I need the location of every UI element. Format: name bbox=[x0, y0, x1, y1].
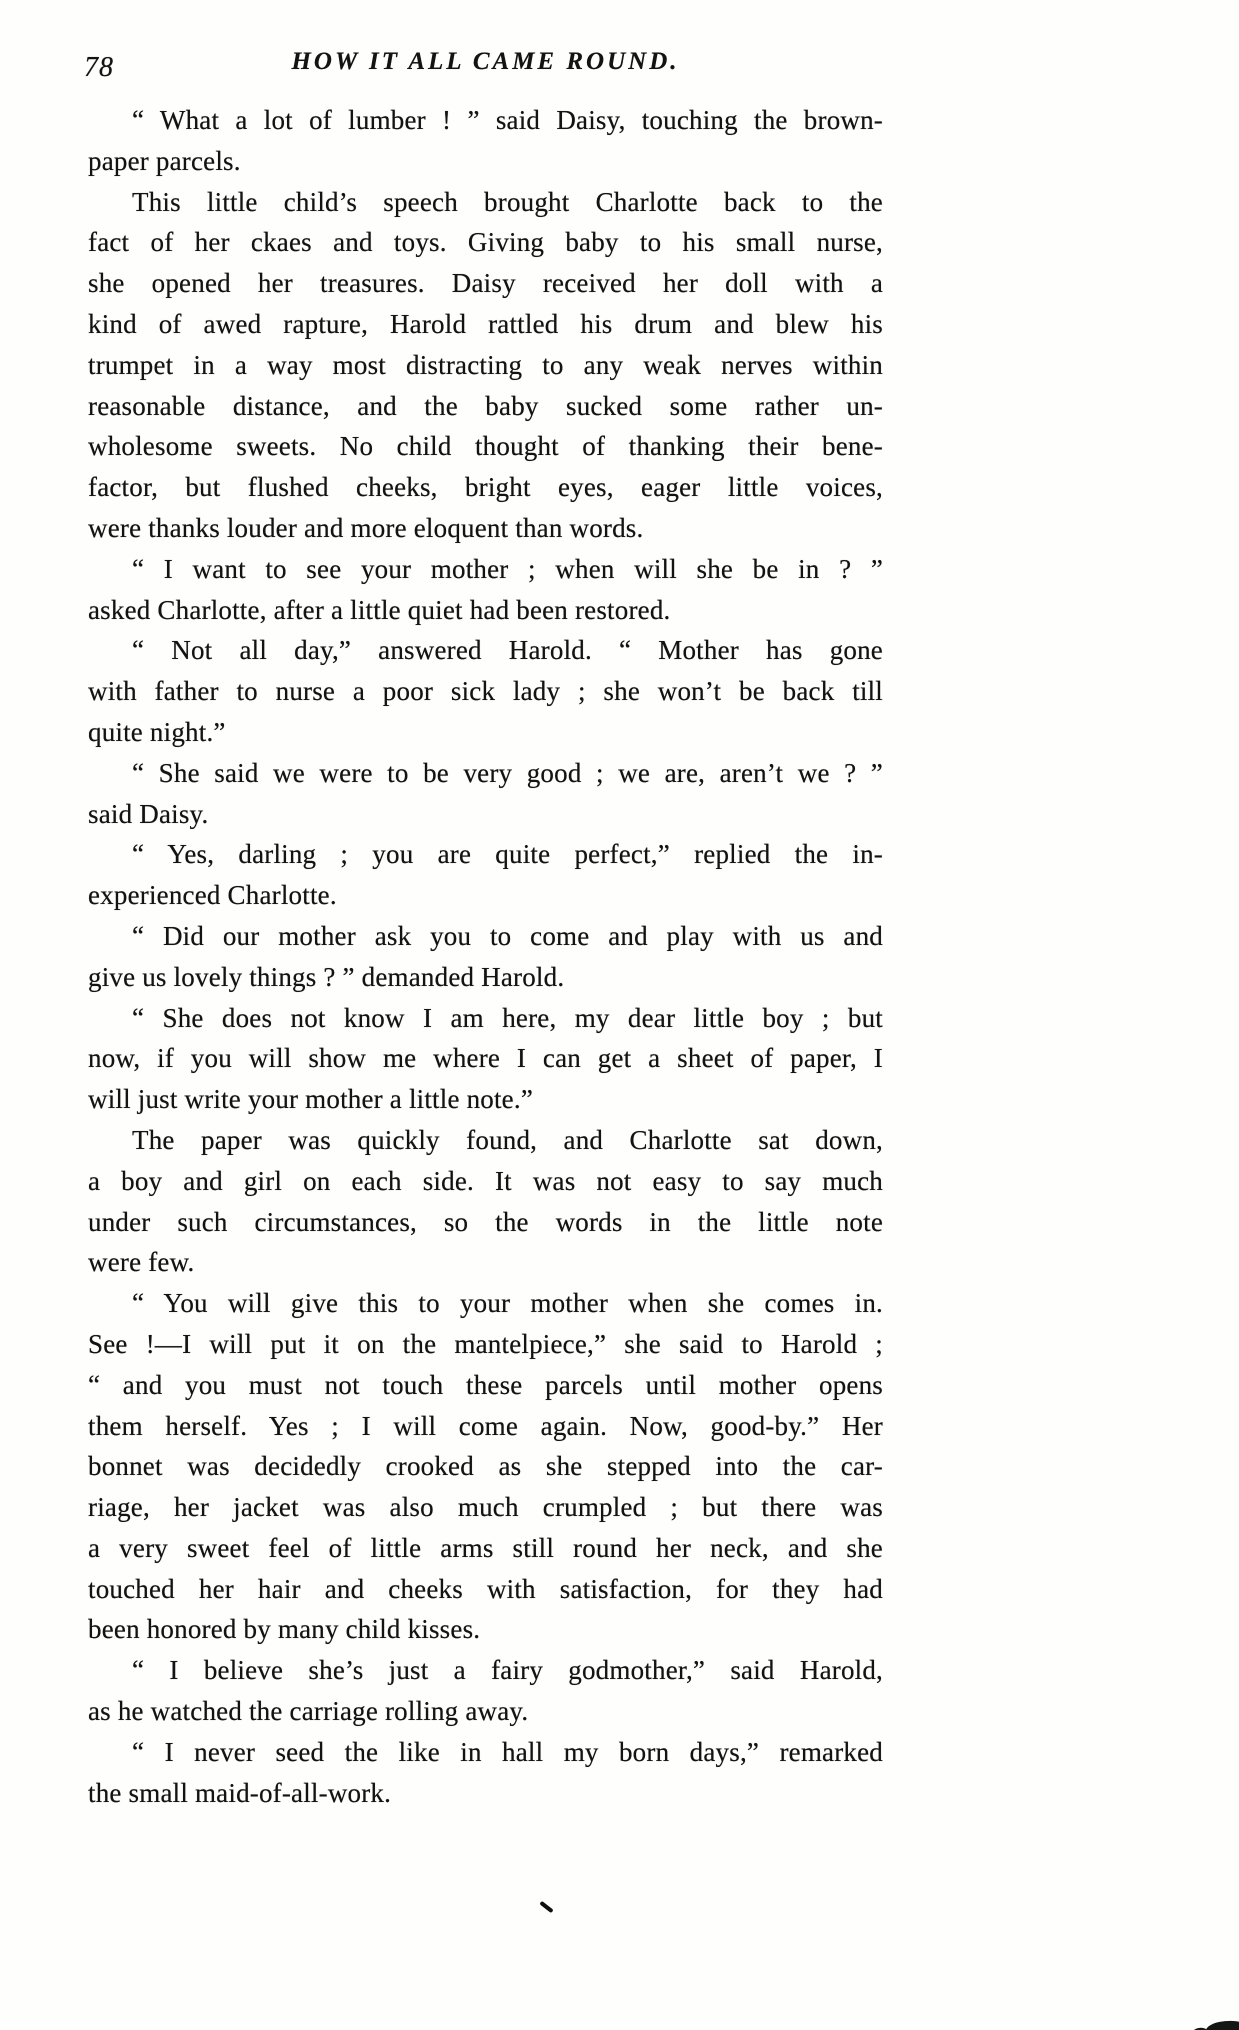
text-line: “ I want to see your mother ; when will she be in ? ” bbox=[132, 553, 883, 584]
text-line: This little child’s speech brought Charlotte back to the bbox=[132, 186, 883, 217]
paragraph bbox=[88, 549, 883, 631]
text-line: a very sweet feel of little arms still round her neck, and she bbox=[88, 1532, 883, 1563]
text-line: as he watched the carriage rolling away. bbox=[88, 1696, 529, 1727]
text-line: experienced Charlotte. bbox=[88, 880, 337, 911]
paragraph bbox=[88, 182, 883, 549]
running-title: HOW IT ALL CAME ROUND. bbox=[291, 48, 680, 75]
text-line: “ You will give this to your mother when she comes in. bbox=[132, 1288, 883, 1319]
paragraph bbox=[88, 100, 883, 182]
text-line: asked Charlotte, after a little quiet had been restored. bbox=[88, 594, 671, 625]
paragraph bbox=[88, 630, 883, 752]
text-line: said Daisy. bbox=[88, 798, 209, 829]
text-line: now, if you will show me where I can get a sheet of paper, I bbox=[88, 1043, 883, 1074]
text-line: were thanks louder and more eloquent than words. bbox=[88, 512, 644, 543]
text-line: “ Did our mother ask you to come and play with us and bbox=[132, 920, 883, 951]
text-line: factor, but flushed cheeks, bright eyes, eager little voices, bbox=[88, 472, 883, 503]
text-line: under such circumstances, so the words in the little note bbox=[88, 1206, 883, 1237]
text-line: quite night.” bbox=[88, 716, 226, 747]
paragraph bbox=[88, 1120, 883, 1283]
text-line: “ and you must not touch these parcels until mother opens bbox=[88, 1369, 883, 1400]
corner-smudge bbox=[1205, 2019, 1239, 2030]
text-line: “ She does not know I am here, my dear little boy ; but bbox=[132, 1002, 883, 1033]
ink-speck bbox=[539, 1901, 553, 1913]
paragraph bbox=[88, 1283, 883, 1650]
text-line: been honored by many child kisses. bbox=[88, 1614, 481, 1645]
text-line: touched her hair and cheeks with satisfaction, for they had bbox=[88, 1573, 883, 1604]
text-line: trumpet in a way most distracting to any weak nerves within bbox=[88, 349, 883, 380]
text-line: fact of her ckaes and toys. Giving baby to his small nurse, bbox=[88, 227, 883, 258]
text-line: reasonable distance, and the baby sucked some rather un- bbox=[88, 390, 883, 421]
text-line: wholesome sweets. No child thought of thanking their bene- bbox=[88, 431, 883, 462]
text-line: The paper was quickly found, and Charlotte sat down, bbox=[132, 1124, 883, 1155]
text-line: See !—I will put it on the mantelpiece,” she said to Harold ; bbox=[88, 1328, 883, 1359]
text-line: “ Not all day,” answered Harold. “ Mother has gone bbox=[132, 635, 883, 666]
paragraph bbox=[88, 834, 883, 916]
text-line: with father to nurse a poor sick lady ; she won’t be back till bbox=[88, 676, 883, 707]
paragraph bbox=[88, 916, 883, 998]
text-line: them herself. Yes ; I will come again. Now, good-by.” Her bbox=[88, 1410, 883, 1441]
paragraph bbox=[88, 998, 883, 1120]
text-line: “ Yes, darling ; you are quite perfect,” replied the in- bbox=[132, 839, 883, 870]
text-line: riage, her jacket was also much crumpled ; but there was bbox=[88, 1492, 883, 1523]
text-line: the small maid-of-all-work. bbox=[88, 1777, 392, 1808]
text-line: she opened her treasures. Daisy received her doll with a bbox=[88, 268, 883, 299]
text-line: “ She said we were to be very good ; we are, aren’t we ? ” bbox=[132, 757, 883, 788]
paragraph bbox=[88, 753, 883, 835]
text-line: “ I believe she’s just a fairy godmother,” said Harold, bbox=[132, 1655, 883, 1686]
text-line: kind of awed rapture, Harold rattled his drum and blew his bbox=[88, 308, 883, 339]
text-line: “ What a lot of lumber ! ” said Daisy, touching the brown- bbox=[132, 105, 883, 135]
text-line: “ I never seed the like in hall my born days,” remarked bbox=[132, 1736, 883, 1767]
paragraph bbox=[88, 1650, 883, 1813]
text-line: give us lovely things ? ” demanded Harold. bbox=[88, 961, 565, 992]
text-line: a boy and girl on each side. It was not easy to say much bbox=[88, 1165, 883, 1196]
page-body bbox=[88, 100, 883, 1813]
text-line: were few. bbox=[88, 1247, 195, 1278]
text-line: paper parcels. bbox=[88, 145, 241, 176]
text-line: bonnet was decidedly crooked as she stepped into the car- bbox=[88, 1451, 883, 1482]
text-line: will just write your mother a little note.” bbox=[88, 1084, 534, 1115]
page-number: 78 bbox=[84, 52, 114, 83]
